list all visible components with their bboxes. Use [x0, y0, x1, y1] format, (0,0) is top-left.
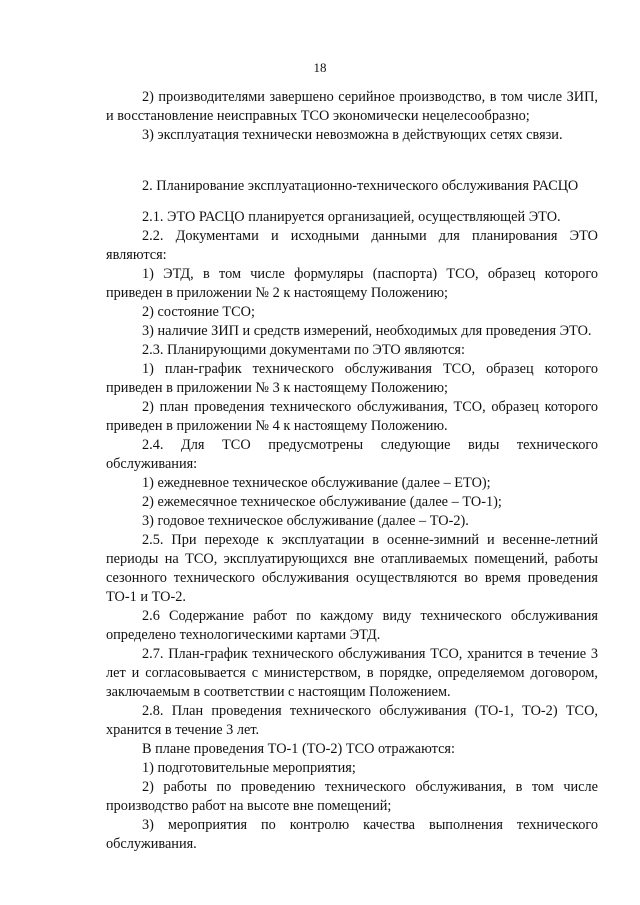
paragraph: 2.7. План-график технического обслуживания ТСО, хранится в течение 3 лет и согласовывается с министерством, в порядке, определяемом договором, заключаемым в соответствии с настоящим Положением.	[106, 646, 598, 700]
paragraph: 2) работы по проведению технического обслуживания, в том числе производство работ на высоте вне помещений;	[106, 779, 598, 814]
paragraph: 2.5. При переходе к эксплуатации в осенне-зимний и весенне-летний периоды на ТСО, эксплуатирующихся вне отапливаемых помещений, работы сезонного технического обслуживания осуществляются во время проведения ТО-1 и ТО-2.	[106, 532, 598, 605]
paragraph: 2) производителями завершено серийное производство, в том числе ЗИП, и восстановление неисправных ТСО экономически нецелесообразно;	[106, 89, 598, 124]
paragraph: 1) план-график технического обслуживания ТСО, образец которого приведен в приложении № 3 к настоящему Положению;	[106, 361, 598, 396]
document-body	[106, 88, 598, 854]
paragraph: 1) ежедневное техническое обслуживание (далее – ЕТО);	[142, 475, 491, 491]
paragraph: 2.1. ЭТО РАСЦО планируется организацией, осуществляющей ЭТО.	[142, 209, 561, 225]
paragraph: 2) состояние ТСО;	[142, 304, 255, 320]
paragraph: 2.3. Планирующими документами по ЭТО являются:	[142, 342, 465, 358]
paragraph: 3) мероприятия по контролю качества выполнения технического обслуживания.	[106, 817, 598, 852]
paragraph: 3) годовое техническое обслуживание (далее – ТО-2).	[142, 513, 469, 529]
paragraph: 1) подготовительные мероприятия;	[142, 760, 356, 776]
paragraph: 3) наличие ЗИП и средств измерений, необходимых для проведения ЭТО.	[142, 323, 592, 339]
paragraph: 2.2. Документами и исходными данными для планирования ЭТО являются:	[106, 228, 598, 263]
paragraph: 2.4. Для ТСО предусмотрены следующие виды технического обслуживания:	[106, 437, 598, 472]
paragraph: 2.8. План проведения технического обслуживания (ТО-1, ТО-2) ТСО, хранится в течение 3 лет.	[106, 703, 598, 738]
paragraph: В плане проведения ТО-1 (ТО-2) ТСО отражаются:	[142, 741, 455, 757]
section-heading: 2. Планирование эксплуатационно-технического обслуживания РАСЦО	[142, 178, 579, 194]
paragraph: 1) ЭТД, в том числе формуляры (паспорта) ТСО, образец которого приведен в приложении № 2 к настоящему Положению;	[106, 266, 598, 301]
paragraph: 2.6 Содержание работ по каждому виду технического обслуживания определено технологическими картами ЭТД.	[106, 608, 598, 643]
paragraph: 2) план проведения технического обслуживания, ТСО, образец которого приведен в приложении № 4 к настоящему Положению.	[106, 399, 598, 434]
paragraph: 2) ежемесячное техническое обслуживание (далее – ТО-1);	[142, 494, 502, 510]
paragraph: 3) эксплуатация технически невозможна в действующих сетях связи.	[142, 127, 563, 143]
page-number: 18	[313, 60, 327, 75]
